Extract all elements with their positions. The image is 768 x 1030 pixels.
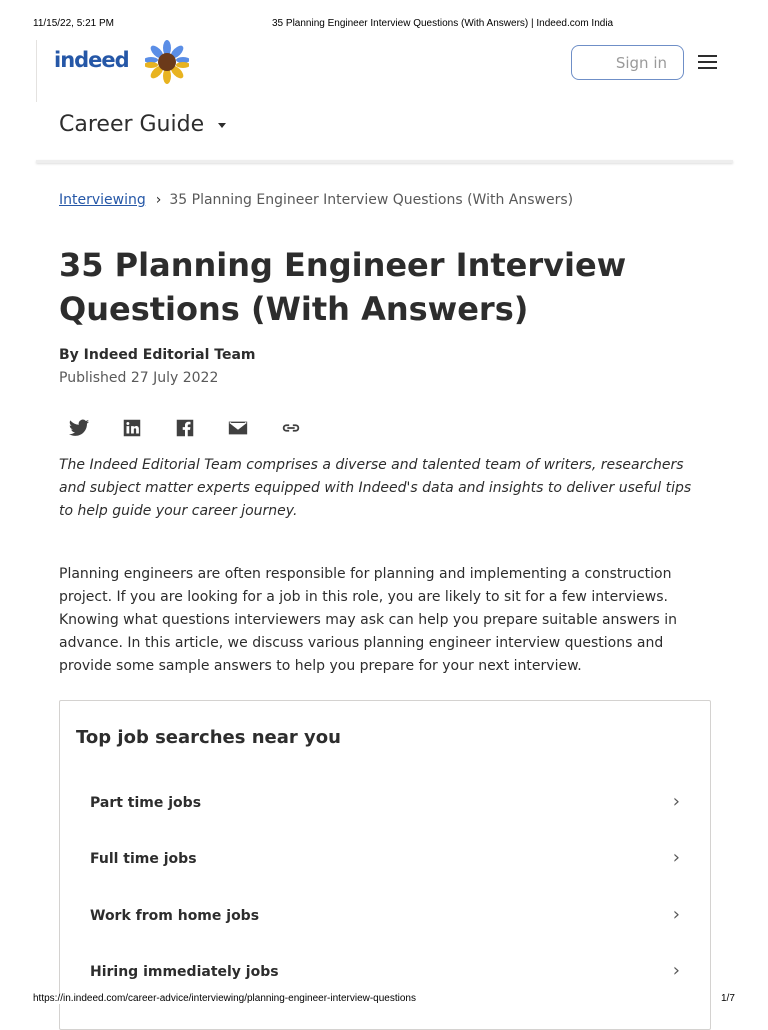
- job-link-label: Part time jobs: [90, 795, 202, 811]
- divider: [36, 40, 37, 102]
- published-date: Published 27 July 2022: [59, 370, 219, 386]
- job-link-hiring-immediately[interactable]: [90, 960, 680, 981]
- breadcrumb: [59, 192, 573, 208]
- editorial-intro: The Indeed Editorial Team comprises a diverse and talented team of writers, researchers and subject matter experts equipped with Indeed's data and insights to deliver useful tips to help guide your career journey.: [59, 457, 692, 519]
- sunflower-icon: [145, 40, 189, 84]
- job-link-label: Hiring immediately jobs: [90, 964, 279, 980]
- facebook-icon[interactable]: [174, 417, 196, 439]
- print-datetime: 11/15/22, 5:21 PM: [33, 18, 114, 29]
- twitter-icon[interactable]: [68, 417, 90, 439]
- job-link-part-time[interactable]: [90, 791, 680, 812]
- share-bar: [68, 417, 302, 439]
- chevron-right-icon: ›: [672, 847, 680, 868]
- job-link-full-time[interactable]: [90, 847, 680, 868]
- breadcrumb-current: 35 Planning Engineer Interview Questions (With Answers): [169, 192, 574, 208]
- indeed-logo[interactable]: indeed: [54, 48, 129, 72]
- link-icon[interactable]: [280, 417, 302, 439]
- article-paragraph: Planning engineers are often responsible for planning and implementing a construction project. If you are looking for a job in this role, you are likely to sit for a few interviews. Knowing what questions interviewers may ask can help you prepare suitable answers in advance. In this article, we discuss various planning engineer interview questions and provide some sample answers to help you prepare for your next interview.: [59, 566, 678, 674]
- hamburger-menu-icon[interactable]: [698, 55, 717, 73]
- print-title: 35 Planning Engineer Interview Questions (With Answers) | Indeed.com India: [272, 18, 614, 29]
- career-guide-dropdown[interactable]: Career Guide: [59, 112, 205, 137]
- caret-down-icon[interactable]: [218, 123, 226, 128]
- breadcrumb-interviewing-link[interactable]: Interviewing: [59, 192, 146, 208]
- print-url: https://in.indeed.com/career-advice/interviewing/planning-engineer-interview-questions: [33, 993, 416, 1004]
- page-title: 35 Planning Engineer Interview Questions (With Answers): [59, 246, 627, 328]
- chevron-right-icon: ›: [672, 904, 680, 925]
- author: By Indeed Editorial Team: [59, 347, 256, 363]
- linkedin-icon[interactable]: [121, 417, 143, 439]
- job-link-label: Full time jobs: [90, 851, 197, 867]
- sign-in-button[interactable]: Sign in: [571, 45, 684, 80]
- top-job-searches-card: [59, 700, 711, 1030]
- job-link-work-from-home[interactable]: [90, 904, 680, 925]
- card-title: Top job searches near you: [76, 727, 341, 748]
- chevron-right-icon: ›: [155, 192, 162, 208]
- chevron-right-icon: ›: [672, 960, 680, 981]
- header-divider: [36, 160, 733, 163]
- chevron-right-icon: ›: [672, 791, 680, 812]
- job-link-label: Work from home jobs: [90, 908, 260, 924]
- print-page-number: 1/7: [721, 993, 735, 1004]
- email-icon[interactable]: [227, 417, 249, 439]
